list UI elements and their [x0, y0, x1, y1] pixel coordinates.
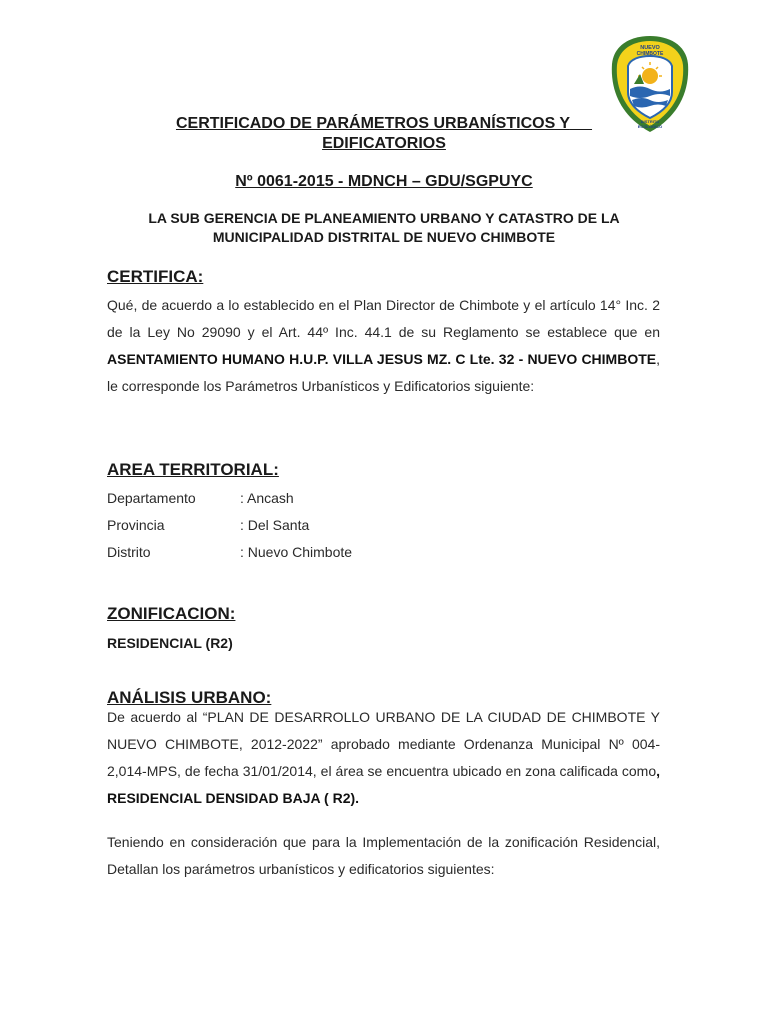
document-title: [108, 114, 663, 154]
issuing-authority: [108, 209, 660, 247]
area-row-distrito: Distrito : Nuevo Chimbote: [107, 544, 353, 560]
zoning-classification: , RESIDENCIAL DENSIDAD BAJA ( R2).: [107, 763, 660, 806]
analisis-urbano-heading: ANÁLISIS URBANO:: [107, 688, 272, 707]
svg-text:CHIMBOTE: CHIMBOTE: [636, 51, 664, 57]
analisis-paragraph-2: Teniendo en consideración que para la Implementación de la zonificación Residencial, Detallan los parámetros urbanísticos y edificatorios siguientes:: [107, 834, 660, 877]
title-line-2: EDIFICATORIOS: [322, 135, 446, 152]
issuer-line-2: MUNICIPALIDAD DISTRITAL DE NUEVO CHIMBOTE: [212, 229, 556, 245]
issuer-line-1: LA SUB GERENCIA DE PLANEAMIENTO URBANO Y CATASTRO DE LA: [148, 210, 620, 226]
area-territorial-heading: AREA TERRITORIAL:: [107, 460, 279, 479]
certificate-number: Nº 0061-2015 - MDNCH – GDU/SGPUYC: [235, 173, 533, 190]
svg-text:DISTRITO: DISTRITO: [640, 119, 660, 124]
zonificacion-heading: ZONIFICACION:: [107, 604, 236, 623]
certifica-heading: CERTIFICA:: [107, 267, 204, 286]
zoning-value: RESIDENCIAL (R2): [107, 635, 233, 651]
svg-text:ECOLÓGICO: ECOLÓGICO: [637, 124, 663, 129]
seal-top-text: NUEVO: [640, 45, 660, 51]
certifica-paragraph: Qué, de acuerdo a lo establecido en el Plan Director de Chimbote y el artículo 14° Inc. 2 de la Ley No 29090 y el Art. 44º Inc. 44.1 de su Reglamento se establece que en ASENTAMIENTO HUMANO H.U.P. VILLA JESUS MZ. C Lte. 32 - NUEVO CHIMBOTE, le corresponde los Parámetros Urbanísticos y Edificatorios siguiente:: [107, 297, 660, 394]
analisis-paragraph-1: De acuerdo al “PLAN DE DESARROLLO URBANO DE LA CIUDAD DE CHIMBOTE Y NUEVO CHIMBOTE, 2012-2022” aprobado mediante Ordenanza Municipal Nº 004-2,014-MPS, de fecha 31/01/2014, el área se encuentra ubicado en zona calificada como, RESIDENCIAL DENSIDAD BAJA ( R2).: [107, 709, 660, 806]
area-row-departamento: Departamento : Ancash: [107, 490, 294, 506]
location-address: ASENTAMIENTO HUMANO H.U.P. VILLA JESUS MZ. C Lte. 32 - NUEVO CHIMBOTE: [107, 351, 657, 367]
area-row-provincia: Provincia : Del Santa: [107, 517, 310, 533]
title-line-1: CERTIFICADO DE PARÁMETROS URBANÍSTICOS Y: [175, 115, 570, 132]
